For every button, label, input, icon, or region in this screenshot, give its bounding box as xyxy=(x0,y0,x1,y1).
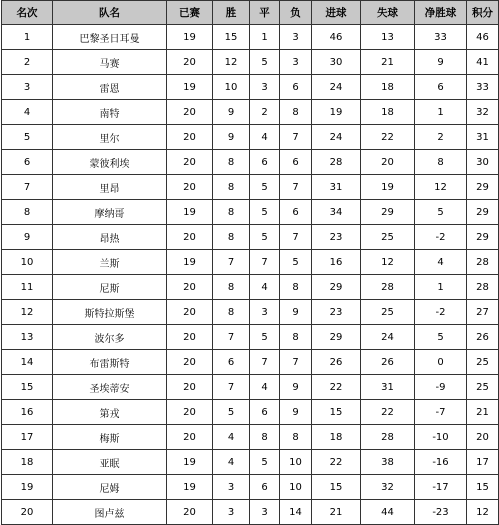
goal-difference-cell: 8 xyxy=(415,150,467,175)
points-cell: 29 xyxy=(467,225,499,250)
goals-against-cell: 22 xyxy=(361,400,415,425)
goals-for-cell: 31 xyxy=(312,175,361,200)
rank-cell: 20 xyxy=(2,500,53,525)
draws-cell: 3 xyxy=(250,500,280,525)
points-cell: 41 xyxy=(467,50,499,75)
team-name-cell: 第戎 xyxy=(53,400,167,425)
team-name-cell: 亚眠 xyxy=(53,450,167,475)
points-cell: 30 xyxy=(467,150,499,175)
losses-cell: 10 xyxy=(280,450,312,475)
losses-cell: 14 xyxy=(280,500,312,525)
goals-for-cell: 24 xyxy=(312,125,361,150)
team-name-cell: 巴黎圣日耳曼 xyxy=(53,25,167,50)
goal-difference-cell: 5 xyxy=(415,325,467,350)
rank-cell: 10 xyxy=(2,250,53,275)
wins-cell: 6 xyxy=(213,350,250,375)
wins-cell: 10 xyxy=(213,75,250,100)
draws-cell: 6 xyxy=(250,150,280,175)
played-cell: 20 xyxy=(167,225,213,250)
team-name-cell: 摩纳哥 xyxy=(53,200,167,225)
played-cell: 19 xyxy=(167,250,213,275)
rank-cell: 11 xyxy=(2,275,53,300)
team-name-cell: 昂热 xyxy=(53,225,167,250)
table-row xyxy=(2,150,499,175)
played-cell: 19 xyxy=(167,75,213,100)
played-cell: 20 xyxy=(167,275,213,300)
wins-cell: 7 xyxy=(213,325,250,350)
wins-cell: 4 xyxy=(213,450,250,475)
header-losses: 负 xyxy=(280,1,312,25)
losses-cell: 7 xyxy=(280,350,312,375)
goal-difference-cell: -9 xyxy=(415,375,467,400)
losses-cell: 9 xyxy=(280,300,312,325)
losses-cell: 9 xyxy=(280,375,312,400)
goal-difference-cell: 6 xyxy=(415,75,467,100)
rank-cell: 14 xyxy=(2,350,53,375)
played-cell: 20 xyxy=(167,350,213,375)
team-name-cell: 布雷斯特 xyxy=(53,350,167,375)
draws-cell: 6 xyxy=(250,400,280,425)
header-wins: 胜 xyxy=(213,1,250,25)
points-cell: 17 xyxy=(467,450,499,475)
played-cell: 20 xyxy=(167,425,213,450)
table-row xyxy=(2,475,499,500)
draws-cell: 3 xyxy=(250,300,280,325)
rank-cell: 12 xyxy=(2,300,53,325)
draws-cell: 4 xyxy=(250,375,280,400)
goals-against-cell: 31 xyxy=(361,375,415,400)
table-row xyxy=(2,350,499,375)
goal-difference-cell: -2 xyxy=(415,225,467,250)
header-played: 已赛 xyxy=(167,1,213,25)
goals-for-cell: 16 xyxy=(312,250,361,275)
goal-difference-cell: 2 xyxy=(415,125,467,150)
losses-cell: 6 xyxy=(280,75,312,100)
goal-difference-cell: -10 xyxy=(415,425,467,450)
table-row xyxy=(2,200,499,225)
goals-against-cell: 19 xyxy=(361,175,415,200)
team-name-cell: 兰斯 xyxy=(53,250,167,275)
played-cell: 19 xyxy=(167,25,213,50)
rank-cell: 7 xyxy=(2,175,53,200)
header-goal-difference: 净胜球 xyxy=(415,1,467,25)
points-cell: 32 xyxy=(467,100,499,125)
points-cell: 21 xyxy=(467,400,499,425)
goals-for-cell: 15 xyxy=(312,400,361,425)
goals-for-cell: 23 xyxy=(312,225,361,250)
losses-cell: 8 xyxy=(280,325,312,350)
goals-against-cell: 12 xyxy=(361,250,415,275)
goal-difference-cell: -7 xyxy=(415,400,467,425)
goals-for-cell: 22 xyxy=(312,450,361,475)
wins-cell: 8 xyxy=(213,225,250,250)
played-cell: 20 xyxy=(167,375,213,400)
rank-cell: 1 xyxy=(2,25,53,50)
goals-against-cell: 21 xyxy=(361,50,415,75)
played-cell: 19 xyxy=(167,200,213,225)
table-row xyxy=(2,400,499,425)
rank-cell: 17 xyxy=(2,425,53,450)
team-name-cell: 尼姆 xyxy=(53,475,167,500)
wins-cell: 4 xyxy=(213,425,250,450)
team-name-cell: 南特 xyxy=(53,100,167,125)
goals-for-cell: 28 xyxy=(312,150,361,175)
rank-cell: 18 xyxy=(2,450,53,475)
goals-against-cell: 24 xyxy=(361,325,415,350)
table-row xyxy=(2,425,499,450)
table-row xyxy=(2,225,499,250)
wins-cell: 8 xyxy=(213,150,250,175)
draws-cell: 4 xyxy=(250,275,280,300)
team-name-cell: 梅斯 xyxy=(53,425,167,450)
losses-cell: 7 xyxy=(280,175,312,200)
losses-cell: 7 xyxy=(280,225,312,250)
points-cell: 28 xyxy=(467,275,499,300)
goal-difference-cell: 33 xyxy=(415,25,467,50)
rank-cell: 16 xyxy=(2,400,53,425)
goals-against-cell: 22 xyxy=(361,125,415,150)
team-name-cell: 斯特拉斯堡 xyxy=(53,300,167,325)
rank-cell: 6 xyxy=(2,150,53,175)
losses-cell: 5 xyxy=(280,250,312,275)
draws-cell: 1 xyxy=(250,25,280,50)
standings-table xyxy=(1,0,499,525)
points-cell: 27 xyxy=(467,300,499,325)
table-row xyxy=(2,375,499,400)
table-row xyxy=(2,75,499,100)
wins-cell: 8 xyxy=(213,200,250,225)
table-body xyxy=(2,25,499,525)
wins-cell: 8 xyxy=(213,275,250,300)
played-cell: 19 xyxy=(167,475,213,500)
table-row xyxy=(2,25,499,50)
losses-cell: 8 xyxy=(280,100,312,125)
points-cell: 33 xyxy=(467,75,499,100)
goals-against-cell: 26 xyxy=(361,350,415,375)
points-cell: 29 xyxy=(467,175,499,200)
rank-cell: 5 xyxy=(2,125,53,150)
played-cell: 20 xyxy=(167,175,213,200)
wins-cell: 9 xyxy=(213,100,250,125)
goals-against-cell: 38 xyxy=(361,450,415,475)
played-cell: 20 xyxy=(167,325,213,350)
team-name-cell: 里昂 xyxy=(53,175,167,200)
wins-cell: 5 xyxy=(213,400,250,425)
goal-difference-cell: 9 xyxy=(415,50,467,75)
rank-cell: 8 xyxy=(2,200,53,225)
points-cell: 28 xyxy=(467,250,499,275)
played-cell: 20 xyxy=(167,300,213,325)
goal-difference-cell: 12 xyxy=(415,175,467,200)
goals-for-cell: 29 xyxy=(312,275,361,300)
table-row xyxy=(2,450,499,475)
goal-difference-cell: 5 xyxy=(415,200,467,225)
team-name-cell: 圣埃蒂安 xyxy=(53,375,167,400)
points-cell: 12 xyxy=(467,500,499,525)
draws-cell: 5 xyxy=(250,175,280,200)
wins-cell: 3 xyxy=(213,475,250,500)
wins-cell: 12 xyxy=(213,50,250,75)
wins-cell: 8 xyxy=(213,300,250,325)
losses-cell: 8 xyxy=(280,425,312,450)
played-cell: 20 xyxy=(167,500,213,525)
goals-for-cell: 30 xyxy=(312,50,361,75)
draws-cell: 4 xyxy=(250,125,280,150)
draws-cell: 8 xyxy=(250,425,280,450)
header-points: 积分 xyxy=(467,1,499,25)
team-name-cell: 马赛 xyxy=(53,50,167,75)
team-name-cell: 尼斯 xyxy=(53,275,167,300)
goals-for-cell: 15 xyxy=(312,475,361,500)
goal-difference-cell: -2 xyxy=(415,300,467,325)
goals-for-cell: 26 xyxy=(312,350,361,375)
table-row xyxy=(2,500,499,525)
losses-cell: 8 xyxy=(280,275,312,300)
goals-against-cell: 25 xyxy=(361,300,415,325)
table-row xyxy=(2,100,499,125)
points-cell: 31 xyxy=(467,125,499,150)
rank-cell: 4 xyxy=(2,100,53,125)
team-name-cell: 里尔 xyxy=(53,125,167,150)
draws-cell: 5 xyxy=(250,325,280,350)
team-name-cell: 图卢兹 xyxy=(53,500,167,525)
goal-difference-cell: -17 xyxy=(415,475,467,500)
points-cell: 25 xyxy=(467,375,499,400)
table-row xyxy=(2,175,499,200)
goal-difference-cell: -23 xyxy=(415,500,467,525)
table-row xyxy=(2,50,499,75)
goal-difference-cell: -16 xyxy=(415,450,467,475)
losses-cell: 3 xyxy=(280,50,312,75)
losses-cell: 6 xyxy=(280,200,312,225)
wins-cell: 8 xyxy=(213,175,250,200)
team-name-cell: 雷恩 xyxy=(53,75,167,100)
goals-for-cell: 23 xyxy=(312,300,361,325)
table-row xyxy=(2,300,499,325)
goals-against-cell: 20 xyxy=(361,150,415,175)
played-cell: 20 xyxy=(167,100,213,125)
rank-cell: 3 xyxy=(2,75,53,100)
goal-difference-cell: 1 xyxy=(415,100,467,125)
goal-difference-cell: 0 xyxy=(415,350,467,375)
wins-cell: 9 xyxy=(213,125,250,150)
wins-cell: 15 xyxy=(213,25,250,50)
wins-cell: 7 xyxy=(213,375,250,400)
played-cell: 19 xyxy=(167,450,213,475)
wins-cell: 7 xyxy=(213,250,250,275)
draws-cell: 6 xyxy=(250,475,280,500)
table-row xyxy=(2,275,499,300)
points-cell: 25 xyxy=(467,350,499,375)
goals-for-cell: 46 xyxy=(312,25,361,50)
points-cell: 20 xyxy=(467,425,499,450)
goals-against-cell: 29 xyxy=(361,200,415,225)
wins-cell: 3 xyxy=(213,500,250,525)
goal-difference-cell: 1 xyxy=(415,275,467,300)
points-cell: 15 xyxy=(467,475,499,500)
goal-difference-cell: 4 xyxy=(415,250,467,275)
table-row xyxy=(2,125,499,150)
points-cell: 26 xyxy=(467,325,499,350)
rank-cell: 19 xyxy=(2,475,53,500)
table-row xyxy=(2,325,499,350)
losses-cell: 9 xyxy=(280,400,312,425)
goals-for-cell: 18 xyxy=(312,425,361,450)
header-row xyxy=(2,1,499,25)
goals-against-cell: 44 xyxy=(361,500,415,525)
played-cell: 20 xyxy=(167,50,213,75)
goals-against-cell: 18 xyxy=(361,100,415,125)
points-cell: 29 xyxy=(467,200,499,225)
losses-cell: 6 xyxy=(280,150,312,175)
header-team: 队名 xyxy=(53,1,167,25)
losses-cell: 7 xyxy=(280,125,312,150)
goals-for-cell: 22 xyxy=(312,375,361,400)
goals-for-cell: 21 xyxy=(312,500,361,525)
losses-cell: 3 xyxy=(280,25,312,50)
goals-against-cell: 28 xyxy=(361,425,415,450)
header-goals-against: 失球 xyxy=(361,1,415,25)
goals-for-cell: 24 xyxy=(312,75,361,100)
rank-cell: 2 xyxy=(2,50,53,75)
goals-against-cell: 28 xyxy=(361,275,415,300)
team-name-cell: 波尔多 xyxy=(53,325,167,350)
draws-cell: 7 xyxy=(250,250,280,275)
draws-cell: 7 xyxy=(250,350,280,375)
goals-against-cell: 13 xyxy=(361,25,415,50)
draws-cell: 3 xyxy=(250,75,280,100)
table-row xyxy=(2,250,499,275)
draws-cell: 2 xyxy=(250,100,280,125)
played-cell: 20 xyxy=(167,150,213,175)
points-cell: 46 xyxy=(467,25,499,50)
played-cell: 20 xyxy=(167,400,213,425)
header-goals-for: 进球 xyxy=(312,1,361,25)
rank-cell: 9 xyxy=(2,225,53,250)
draws-cell: 5 xyxy=(250,225,280,250)
rank-cell: 13 xyxy=(2,325,53,350)
losses-cell: 10 xyxy=(280,475,312,500)
draws-cell: 5 xyxy=(250,450,280,475)
goals-for-cell: 34 xyxy=(312,200,361,225)
goals-against-cell: 32 xyxy=(361,475,415,500)
goals-against-cell: 25 xyxy=(361,225,415,250)
goals-against-cell: 18 xyxy=(361,75,415,100)
goals-for-cell: 29 xyxy=(312,325,361,350)
table-header xyxy=(2,1,499,25)
header-rank: 名次 xyxy=(2,1,53,25)
header-draws: 平 xyxy=(250,1,280,25)
goals-for-cell: 19 xyxy=(312,100,361,125)
played-cell: 20 xyxy=(167,125,213,150)
rank-cell: 15 xyxy=(2,375,53,400)
team-name-cell: 蒙彼利埃 xyxy=(53,150,167,175)
draws-cell: 5 xyxy=(250,50,280,75)
draws-cell: 5 xyxy=(250,200,280,225)
